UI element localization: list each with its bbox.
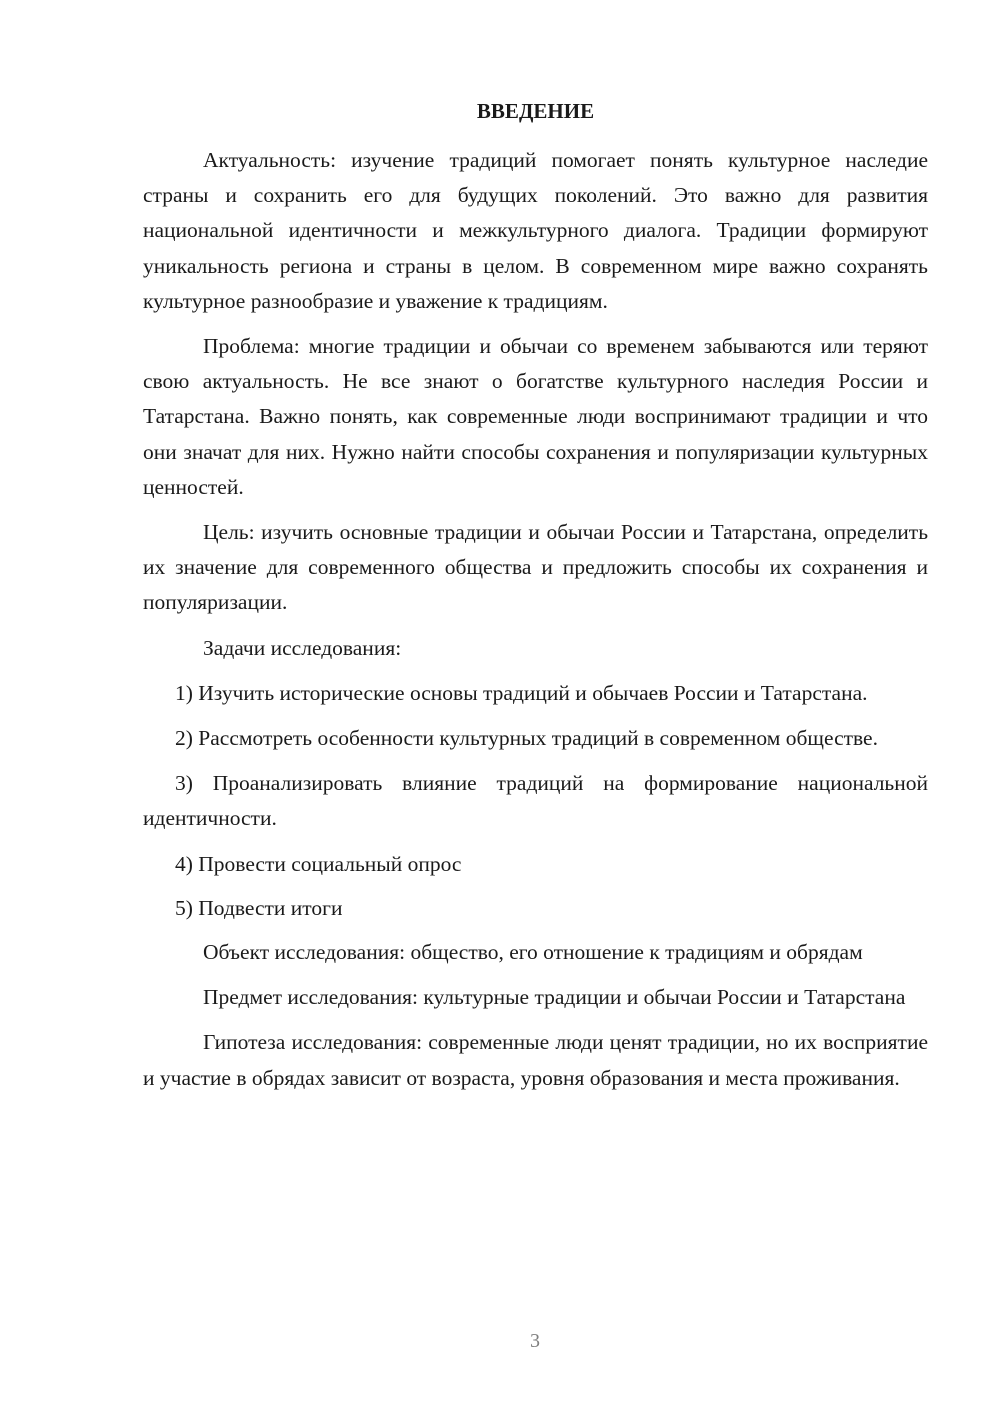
task-item: 2) Рассмотреть особенности культурных традиций в современном обществе. bbox=[175, 726, 878, 751]
task-item: 3) Проанализировать влияние традиций на формирование национальной идентичности. bbox=[143, 771, 928, 831]
problem-paragraph: Проблема: многие традиции и обычаи со временем забываются или теряют свою актуальность. Не все знают о богатстве культурного наследия России и Татарстана. Важно понять, как современные люди воспринимают традиции и что они значат для них. Нужно найти способы сохранения и популяризации культурных ценностей. bbox=[143, 334, 928, 499]
subject-paragraph: Предмет исследования: культурные традиции и обычаи России и Татарстана bbox=[203, 985, 906, 1010]
object-paragraph: Объект исследования: общество, его отношение к традициям и обрядам bbox=[203, 940, 863, 965]
task-item: 1) Изучить исторические основы традиций и обычаев России и Татарстана. bbox=[175, 680, 868, 705]
document-page bbox=[143, 95, 928, 1106]
task-item: 5) Подвести итоги bbox=[175, 895, 343, 920]
goal-paragraph: Цель: изучить основные традиции и обычаи России и Татарстана, определить их значение для современного общества и предложить способы их сохранения и популяризации. bbox=[143, 520, 928, 615]
page-number: 3 bbox=[530, 1330, 540, 1352]
section-heading: ВВЕДЕНИЕ bbox=[476, 99, 595, 123]
task-item: 4) Провести социальный опрос bbox=[175, 851, 462, 876]
tasks-heading: Задачи исследования: bbox=[203, 635, 402, 660]
hypothesis-paragraph: Гипотеза исследования: современные люди ценят традиции, но их восприятие и участие в обрядах зависит от возраста, уровня образования и места проживания. bbox=[143, 1030, 928, 1090]
relevance-paragraph: Актуальность: изучение традиций помогает понять культурное наследие страны и сохранить его для будущих поколений. Это важно для развития национальной идентичности и межкультурного диалога. Традиции формируют уникальность региона и страны в целом. В современном мире важно сохранять культурное разнообразие и уважение к традициям. bbox=[143, 148, 928, 313]
